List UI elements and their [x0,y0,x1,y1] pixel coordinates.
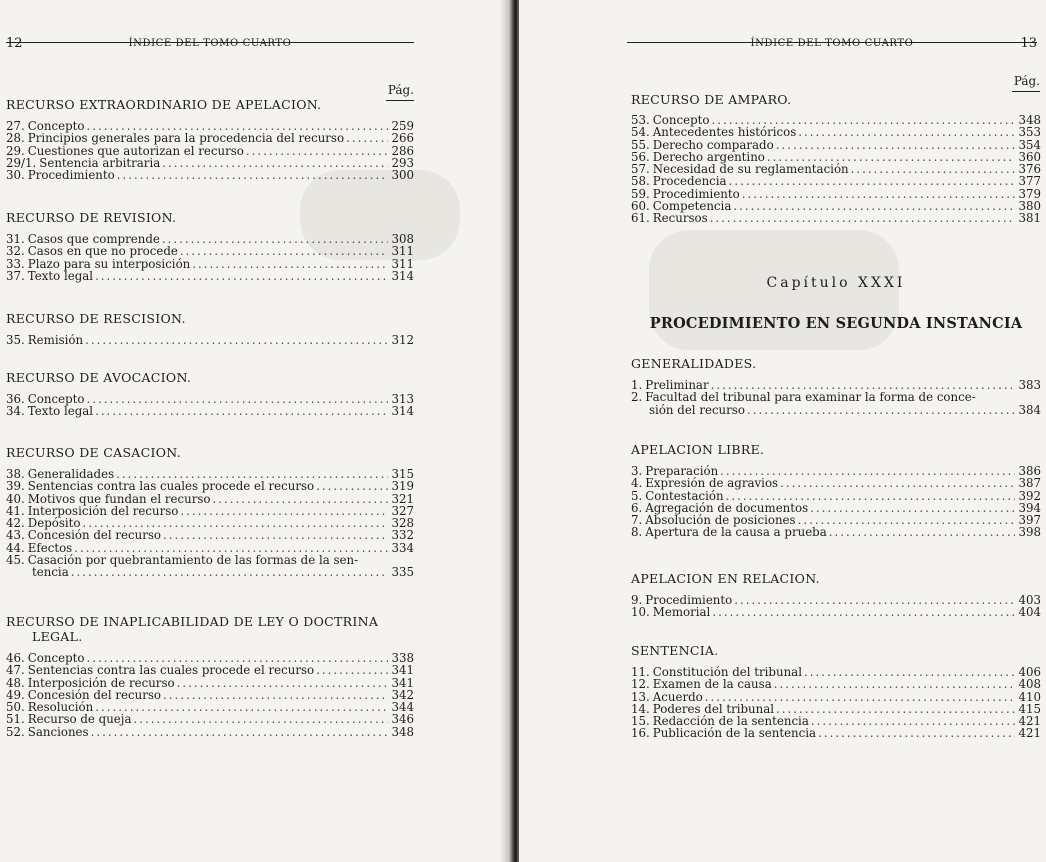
section-apelacion-libre [631,442,1041,539]
toc-entry[interactable]: 43. Concesión del recurso ..... 332 [6,529,414,541]
section-title: RECURSO DE REVISION. [6,210,177,225]
section-title: RECURSO EXTRAORDINARIO DE APELACION. [6,97,322,112]
toc-entry[interactable]: 41. Interposición del recurso ..... 327 [6,505,414,517]
toc-entry[interactable]: 60. Competencia ..... 380 [631,200,1041,212]
toc-entry[interactable]: 45. Casación por quebrantamiento de las formas de la sen- tencia ..... 335 [6,554,414,579]
toc-entry[interactable]: 7. Absolución de posiciones ..... 397 [631,514,1041,526]
section-sentencia [631,643,1041,740]
toc-entry[interactable]: 53. Concepto ..... 348 [631,114,1041,126]
toc-entry[interactable]: 54. Antecedentes históricos ..... 353 [631,126,1041,138]
toc-entry[interactable]: 33. Plazo para su interposición ..... 311 [6,258,414,270]
toc-entry[interactable]: 9. Procedimiento ..... 403 [631,594,1041,606]
section-title: APELACION LIBRE. [631,442,765,457]
section-title: RECURSO DE CASACION. [6,445,181,460]
toc-entry[interactable]: 61. Recursos ..... 381 [631,212,1041,224]
toc-entry[interactable]: 42. Depósito ..... 328 [6,517,414,529]
toc-entry[interactable]: 49. Concesión del recurso ..... 342 [6,689,414,701]
section-title-cont: LEGAL. [32,629,83,644]
toc-entry[interactable]: 37. Texto legal ..... 314 [6,270,414,282]
toc-entry[interactable]: 12. Examen de la causa ..... 408 [631,678,1041,690]
section-recurso-inaplicabilidad [6,614,414,738]
toc-entry[interactable]: 35. Remisión ..... 312 [6,334,414,346]
section-title: RECURSO DE AMPARO. [631,92,792,107]
toc-entry[interactable]: 28. Principios generales para la procedencia del recurso ..... 266 [6,132,414,144]
section-recurso-rescision [6,311,414,346]
chapter-title: PROCEDIMIENTO EN SEGUNDA INSTANCIA [649,315,1023,332]
toc-entry[interactable]: 15. Redacción de la sentencia ..... 421 [631,715,1041,727]
toc-entry[interactable]: 44. Efectos ..... 334 [6,542,414,554]
section-title: SENTENCIA. [631,643,719,658]
toc-entry[interactable]: 30. Procedimiento ..... 300 [6,169,414,181]
toc-entry[interactable]: 55. Derecho comparado ..... 354 [631,139,1041,151]
section-title: GENERALIDADES. [631,356,757,371]
right-running-title: ÍNDICE DEL TOMO CUARTO [750,38,914,49]
toc-entry[interactable]: 47. Sentencias contra las cuales procede el recurso ..... 341 [6,664,414,676]
toc-entry[interactable]: 56. Derecho argentino ..... 360 [631,151,1041,163]
toc-entry[interactable]: 50. Resolución ..... 344 [6,701,414,713]
section-title: RECURSO DE AVOCACION. [6,370,192,385]
toc-entry[interactable]: 2. Facultad del tribunal para examinar la forma de conce- sión del recurso ..... 384 [631,391,1041,416]
toc-entry[interactable]: 16. Publicación de la sentencia ..... 421 [631,727,1041,739]
left-page-number: 12 [6,36,23,51]
section-apelacion-en-relacion [631,571,1041,619]
toc-entry[interactable]: 5. Contestación ..... 392 [631,490,1041,502]
toc-entry[interactable]: 48. Interposición de recurso ..... 341 [6,677,414,689]
section-recurso-amparo [631,92,1041,225]
toc-entry[interactable]: 38. Generalidades ..... 315 [6,468,414,480]
toc-entry[interactable]: 11. Constitución del tribunal ..... 406 [631,666,1041,678]
right-page [519,0,1046,862]
toc-entry[interactable]: 8. Apertura de la causa a prueba ..... 398 [631,526,1041,538]
section-recurso-extraordinario [6,97,414,181]
toc-entry[interactable]: 14. Poderes del tribunal ..... 415 [631,703,1041,715]
left-running-title: ÍNDICE DEL TOMO CUARTO [128,38,292,49]
toc-entry[interactable]: 31. Casos que comprende ..... 308 [6,233,414,245]
toc-entry[interactable]: 32. Casos en que no procede ..... 311 [6,245,414,257]
chapter-label: Capítulo XXXI [766,275,906,291]
toc-entry[interactable]: 29. Cuestiones que autorizan el recurso ..... 286 [6,145,414,157]
right-pag-label: Pág. [1012,74,1040,92]
right-running-head [627,36,1037,51]
section-recurso-revision [6,210,414,282]
toc-entry[interactable]: 10. Memorial ..... 404 [631,606,1041,618]
toc-entry[interactable]: 34. Texto legal ..... 314 [6,405,414,417]
toc-entry[interactable]: 52. Sanciones ..... 348 [6,726,414,738]
toc-entry[interactable]: 27. Concepto ..... 259 [6,120,414,132]
section-title: RECURSO DE RESCISION. [6,311,186,326]
toc-entry[interactable]: 57. Necesidad de su reglamentación ..... 376 [631,163,1041,175]
toc-entry[interactable]: 3. Preparación ..... 386 [631,465,1041,477]
left-page [0,0,509,862]
toc-entry[interactable]: 46. Concepto ..... 338 [6,652,414,664]
toc-entry[interactable]: 58. Procedencia ..... 377 [631,175,1041,187]
toc-entry[interactable]: 4. Expresión de agravios ..... 387 [631,477,1041,489]
section-recurso-avocacion [6,370,414,418]
toc-entry[interactable]: 36. Concepto ..... 313 [6,393,414,405]
left-running-head [6,36,414,51]
toc-entry[interactable]: 51. Recurso de queja ..... 346 [6,713,414,725]
toc-entry[interactable]: 13. Acuerdo ..... 410 [631,691,1041,703]
section-title: RECURSO DE INAPLICABILIDAD DE LEY O DOCTRINA [6,614,379,629]
toc-entry[interactable]: 1. Preliminar ..... 383 [631,379,1041,391]
left-pag-label: Pág. [386,83,414,101]
right-page-number: 13 [1020,36,1037,51]
toc-entry[interactable]: 40. Motivos que fundan el recurso ..... 321 [6,493,414,505]
toc-entry[interactable]: 39. Sentencias contra las cuales procede el recurso ..... 319 [6,480,414,492]
toc-entry[interactable]: 59. Procedimiento ..... 379 [631,188,1041,200]
toc-entry[interactable]: 29/1. Sentencia arbitraria ..... 293 [6,157,414,169]
toc-entry[interactable]: 6. Agregación de documentos ..... 394 [631,502,1041,514]
section-generalidades [631,356,1041,416]
section-title: APELACION EN RELACION. [631,571,820,586]
section-recurso-casacion [6,445,414,579]
